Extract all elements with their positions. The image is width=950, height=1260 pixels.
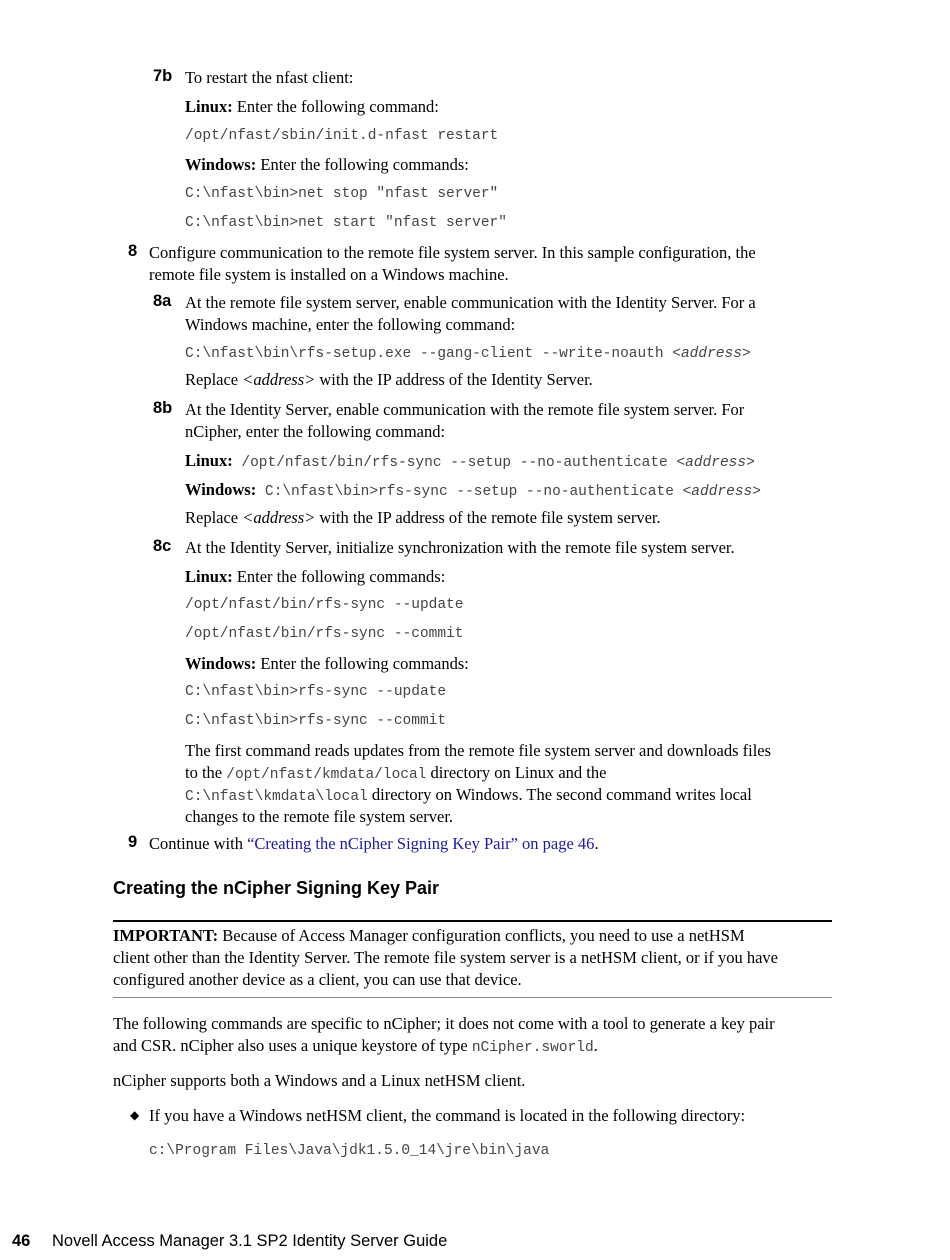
paragraph-line: The following commands are specific to nCipher; it does not come with a tool to generate a key pair xyxy=(113,1014,775,1033)
address-variable: <address> xyxy=(242,370,316,389)
address-variable: <address> xyxy=(682,484,761,500)
step-8b-replace: Replace <address> with the IP address of the remote file system server. xyxy=(185,508,661,527)
code-line: c:\Program Files\Java\jdk1.5.0_14\jre\bin\java xyxy=(149,1143,550,1159)
step-8-line1: Configure communication to the remote file system server. In this sample configuration, the xyxy=(149,243,756,262)
step-7b-intro: To restart the nfast client: xyxy=(185,68,354,87)
code-line: C:\nfast\bin>net stop "nfast server" xyxy=(185,186,499,202)
cross-reference-link[interactable]: “Creating the nCipher Signing Key Pair” on page 46 xyxy=(247,834,595,853)
inline-code: nCipher.sworld xyxy=(471,1040,594,1056)
page-number: 46 xyxy=(12,1232,31,1250)
windows-label: Windows: xyxy=(185,480,257,499)
step-number-8: 8 xyxy=(128,242,138,260)
linux-label: Linux: xyxy=(185,97,233,116)
step-8c-para-line4: changes to the remote file system server. xyxy=(185,807,454,826)
important-label: IMPORTANT: xyxy=(113,926,219,945)
note-bottom-rule xyxy=(113,997,832,998)
bullet-diamond-icon: ◆ xyxy=(130,1108,140,1122)
code-line: /opt/nfast/bin/rfs-sync --commit xyxy=(185,626,464,642)
linux-instruction: Enter the following command: xyxy=(232,97,439,116)
step-number-7b: 7b xyxy=(153,67,173,85)
code-line: C:\nfast\bin\rfs-setup.exe --gang-client --write-noauth <address> xyxy=(185,346,751,362)
code-line: C:\nfast\bin>net start "nfast server" xyxy=(185,215,507,231)
code-line: /opt/nfast/sbin/init.d-nfast restart xyxy=(185,128,499,144)
step-8c-line1: At the Identity Server, initialize synchronization with the remote file system server. xyxy=(185,538,735,557)
windows-instruction: Enter the following commands: xyxy=(256,155,469,174)
address-variable: <address> xyxy=(672,346,751,362)
step-8b-linux-line: Linux: /opt/nfast/bin/rfs-sync --setup --no-authenticate <address> xyxy=(185,451,755,471)
step-number-9: 9 xyxy=(128,833,138,851)
step-8c-para-line3: C:\nfast\kmdata\local directory on Windows. The second command writes local xyxy=(185,785,752,805)
step-7b-linux-line xyxy=(185,96,439,118)
step-8c-windows-line xyxy=(185,653,469,675)
code-line: C:\nfast\bin>rfs-sync --commit xyxy=(185,713,447,729)
windows-instruction: Enter the following commands: xyxy=(256,654,469,673)
inline-code: C:\nfast\kmdata\local xyxy=(185,789,368,805)
code-line: /opt/nfast/bin/rfs-sync --update xyxy=(185,597,464,613)
address-variable: <address> xyxy=(676,455,755,471)
linux-label: Linux: xyxy=(185,567,233,586)
step-7b-windows-line xyxy=(185,154,469,176)
paragraph-line: and CSR. nCipher also uses a unique keystore of type nCipher.sworld. xyxy=(113,1036,598,1056)
step-8a-line2: Windows machine, enter the following command: xyxy=(185,315,516,334)
linux-instruction: Enter the following commands: xyxy=(232,567,446,586)
section-heading: Creating the nCipher Signing Key Pair xyxy=(113,878,440,898)
step-8c-linux-line xyxy=(185,566,445,588)
step-number-8b: 8b xyxy=(153,399,173,417)
paragraph: nCipher supports both a Windows and a Linux netHSM client. xyxy=(113,1071,526,1090)
step-8-line2: remote file system is installed on a Windows machine. xyxy=(149,265,509,284)
windows-label: Windows: xyxy=(185,654,257,673)
address-variable: <address> xyxy=(242,508,316,527)
important-note-line2: client other than the Identity Server. The remote file system server is a netHSM client, or if you have xyxy=(113,948,779,967)
step-8c-para-line2: to the /opt/nfast/kmdata/local directory on Linux and the xyxy=(185,763,607,783)
step-8c-para-line1: The first command reads updates from the remote file system server and downloads files xyxy=(185,741,772,760)
note-top-rule xyxy=(113,920,832,922)
bullet-text: If you have a Windows netHSM client, the command is located in the following directory: xyxy=(149,1106,746,1125)
step-8b-windows-line: Windows: C:\nfast\bin>rfs-sync --setup --no-authenticate <address> xyxy=(185,480,761,500)
step-number-8a: 8a xyxy=(153,292,172,310)
step-8b-line1: At the Identity Server, enable communication with the remote file system server. For xyxy=(185,400,745,419)
code-line: C:\nfast\bin>rfs-sync --update xyxy=(185,684,447,700)
step-9-line: Continue with “Creating the nCipher Signing Key Pair” on page 46. xyxy=(149,834,599,853)
step-8a-line1: At the remote file system server, enable communication with the Identity Server. For a xyxy=(185,293,756,312)
linux-label: Linux: xyxy=(185,451,233,470)
inline-code: /opt/nfast/kmdata/local xyxy=(226,767,427,783)
step-number-8c: 8c xyxy=(153,537,172,555)
windows-label: Windows: xyxy=(185,155,257,174)
step-8b-line2: nCipher, enter the following command: xyxy=(185,422,446,441)
important-note-line1: IMPORTANT: Because of Access Manager configuration conflicts, you need to use a netHSM xyxy=(113,926,745,945)
important-note-line3: configured another device as a client, you can use that device. xyxy=(113,970,522,989)
footer-title: Novell Access Manager 3.1 SP2 Identity Server Guide xyxy=(52,1232,448,1250)
step-8a-replace: Replace <address> with the IP address of the Identity Server. xyxy=(185,370,593,389)
